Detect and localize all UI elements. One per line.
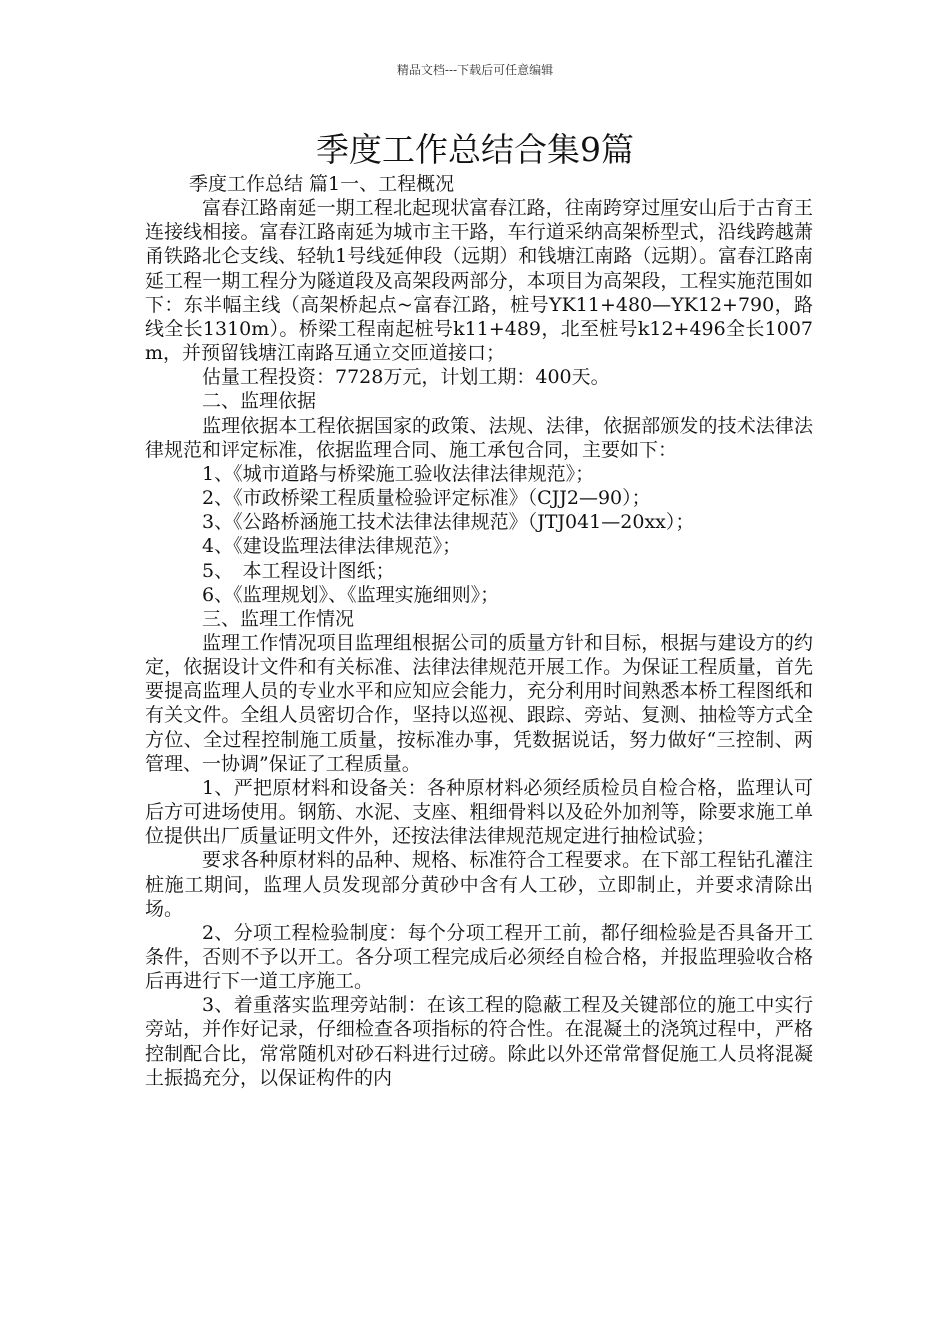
paragraph-supervision-work: 监理工作情况项目监理组根据公司的质量方针和目标，根据与建设方的约定，依据设计文件和有关标准、法律法律规范开展工作。为保证工程质量，首先要提高监理人员的专业水平和应知应会能力，充分利用时间熟悉本桥工程图纸和有关文件。全组人员密切合作，坚持以巡视、跟踪、旁站、复测、抽检等方式全方位、全过程控制施工质量，按标准办事，凭数据说话，努力做好“三控制、两管理、一协调”保证了工程质量。	[145, 631, 813, 775]
list-item: 1、《城市道路与桥梁施工验收法律法律规范》；	[202, 462, 595, 485]
paragraph-inspection-system: 2、分项工程检验制度：每个分项工程开工前，都仔细检验是否具备开工条件，否则不予以开工。各分项工程完成后必须经自检合格，并报监理验收合格后再进行下一道工序施工。	[145, 921, 813, 993]
paragraph-project-overview: 富春江路南延一期工程北起现状富春江路，往南跨穿过厘安山后于古育王连接线相接。富春江路南延为城市主干路，车行道采纳高架桥型式，沿线跨越萧甬铁路北仑支线、轻轨1号线延伸段（远期）和钱塘江南路（远期）。富春江路南延工程一期工程分为隧道段及高架段两部分，本项目为高架段，工程实施范围如下：东半幅主线（高架桥起点~富春江路，桩号YK11+480—YK12+790，路线全长1310m）。桥梁工程南起桩号k11+489，北至桩号k12+496全长1007m，并预留钱塘江南路互通立交匝道接口；	[145, 197, 813, 365]
list-item: 4、《建设监理法律法律规范》；	[202, 535, 462, 558]
list-item: 3、《公路桥涵施工技术法律法律规范》（JTJ041—20xx）；	[202, 511, 695, 534]
paragraph-investment: 估量工程投资：7728万元，计划工期：400天。	[202, 366, 610, 389]
header-note: 精品文档---下载后可任意编辑	[396, 63, 554, 77]
list-item: 2、《市政桥梁工程质量检验评定标准》（CJJ2—90）；	[202, 487, 651, 510]
paragraph-materials-requirement: 要求各种原材料的品种、规格、标准符合工程要求。在下部工程钻孔灌注桩施工期间，监理人员发现部分黄砂中含有人工砂，立即制止，并要求清除出场。	[145, 849, 813, 920]
list-item: 5、 本工程设计图纸；	[202, 559, 395, 582]
section-heading-3: 三、监理工作情况	[202, 607, 355, 630]
list-item: 6、《监理规划》、《监理实施细则》；	[202, 583, 500, 606]
paragraph-materials-check: 1、严把原材料和设备关：各种原材料必须经质检员自检合格，监理认可后方可进场使用。钢筋、水泥、支座、粗细骨料以及砼外加剂等，除要求施工单位提供出厂质量证明文件外，还按法律法律规范规定进行抽检试验；	[145, 776, 813, 848]
paragraph-supervision-basis: 监理依据本工程依据国家的政策、法规、法律，依据部颁发的技术法律法律规范和评定标准，依据监理合同、施工承包合同，主要如下：	[145, 414, 813, 461]
document-title: 季度工作总结合集9篇	[316, 130, 634, 169]
paragraph-onsite-supervision: 3、着重落实监理旁站制：在该工程的隐蔽工程及关键部位的施工中实行旁站，并作好记录，仔细检查各项指标的符合性。在混凝土的浇筑过程中，严格控制配合比，常常随机对砂石料进行过磅。除此以外还常常督促施工人员将混凝土振捣充分，以保证构件的内	[145, 994, 813, 1089]
section-heading-2: 二、监理依据	[202, 390, 317, 413]
section-heading-1: 季度工作总结 篇1一、工程概况	[189, 173, 455, 195]
document-body	[145, 172, 813, 1090]
